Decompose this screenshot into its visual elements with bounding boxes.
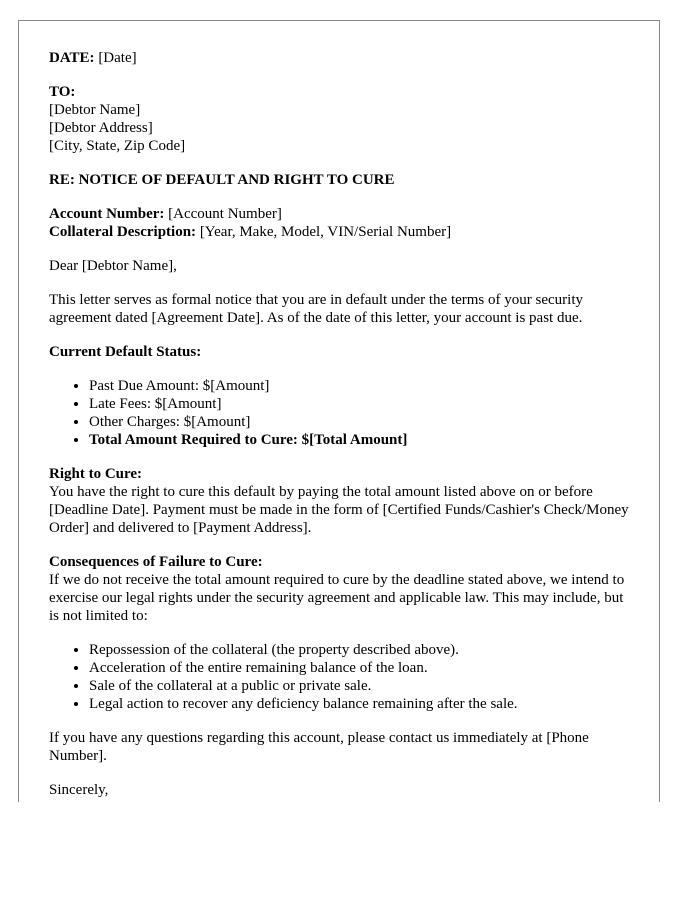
debtor-name: [Debtor Name]	[49, 102, 141, 118]
account-number-label: Account Number:	[49, 206, 165, 222]
letter-body	[49, 49, 634, 802]
account-block	[49, 205, 634, 241]
collateral-line	[49, 223, 634, 241]
debtor-city-state-zip: [City, State, Zip Code]	[49, 138, 186, 154]
status-heading: Current Default Status:	[49, 344, 202, 360]
consequences-text: If we do not receive the total amount required to cure by the deadline stated above, we intend to exercise our legal rights under the security agreement and applicable law. This may include, but is not limited to:	[49, 572, 625, 624]
debtor-address: [Debtor Address]	[49, 120, 153, 136]
list-item: • Sale of the collateral at a public or private sale.	[89, 677, 634, 695]
contact-paragraph: If you have any questions regarding this account, please contact us immediately at [Phone Number].	[49, 730, 589, 764]
list-item: • Legal action to recover any deficiency balance remaining after the sale.	[89, 695, 634, 713]
to-label: TO:	[49, 84, 76, 100]
date-label: DATE:	[49, 50, 95, 66]
subject-line: RE: NOTICE OF DEFAULT AND RIGHT TO CURE	[49, 172, 395, 188]
recipient-block	[49, 83, 634, 155]
collateral-label: Collateral Description:	[49, 224, 197, 240]
account-number-line	[49, 205, 634, 223]
cure-text: You have the right to cure this default by paying the total amount listed above on or before [Deadline Date]. Payment must be made in the form of [Certified Funds/Cashier's Check/Money Order] and delivered to [Payment Address].	[49, 484, 629, 536]
collateral-value: [Year, Make, Model, VIN/Serial Number]	[199, 224, 452, 240]
list-item: • Repossession of the collateral (the property described above).	[89, 641, 634, 659]
cure-heading: Right to Cure:	[49, 466, 143, 482]
list-item-total: • Total Amount Required to Cure: $[Total Amount]	[89, 431, 634, 449]
date-value: [Date]	[98, 50, 137, 66]
list-item: • Acceleration of the entire remaining balance of the loan.	[89, 659, 634, 677]
consequences-heading: Consequences of Failure to Cure:	[49, 554, 263, 570]
account-number-value: [Account Number]	[168, 206, 282, 222]
intro-paragraph: This letter serves as formal notice that you are in default under the terms of your security agreement dated [Agreement Date]. As of the date of this letter, your account is past due.	[49, 292, 583, 326]
consequences-section	[49, 553, 634, 625]
salutation: Dear [Debtor Name],	[49, 258, 177, 274]
list-item: • Past Due Amount: $[Amount]	[89, 377, 634, 395]
status-list	[49, 377, 634, 449]
right-to-cure-section	[49, 465, 634, 537]
date-line	[49, 49, 634, 67]
list-item: • Late Fees: $[Amount]	[89, 395, 634, 413]
closing: Sincerely,	[49, 782, 109, 798]
letter-page	[18, 20, 660, 802]
consequences-list	[49, 641, 634, 713]
list-item: • Other Charges: $[Amount]	[89, 413, 634, 431]
